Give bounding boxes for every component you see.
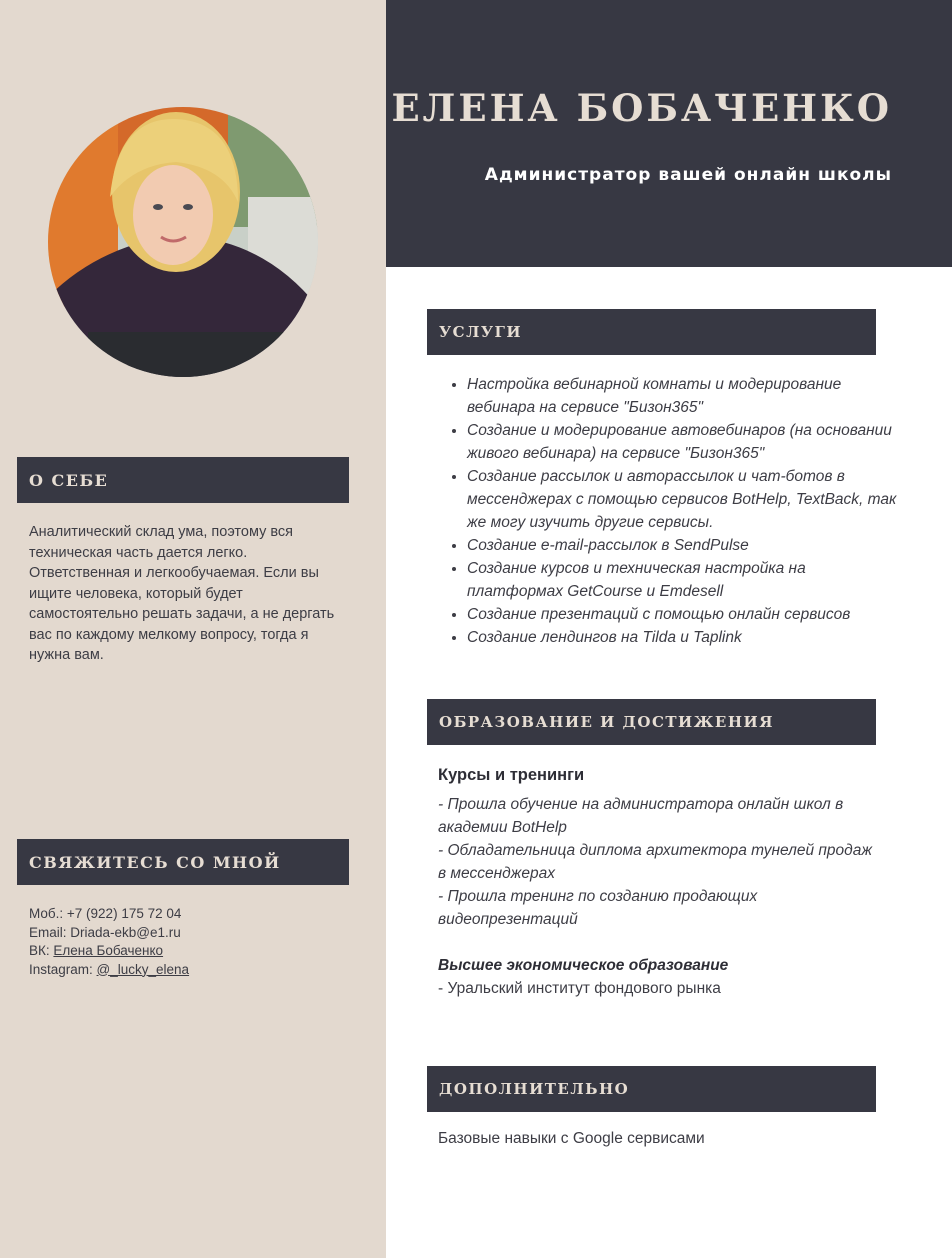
education-block xyxy=(438,764,878,1000)
services-list xyxy=(440,373,897,649)
contacts-section-header: СВЯЖИТЕСЬ СО МНОЙ xyxy=(17,839,349,885)
instagram-link[interactable]: @_lucky_elena xyxy=(96,961,190,977)
list-item: • Создание рассылок и авторассылок и чат-ботов в мессенджерах с помощью сервисов BotHelp, TextBack, так же могу изучить другие сервисы. xyxy=(467,465,897,534)
higher-education-item: - Уральский институт фондового рынка xyxy=(438,980,721,997)
list-item: • Создание и модерирование автовебинаров (на основании живого вебинара) на сервисе "Бизон365" xyxy=(467,419,897,465)
avatar xyxy=(48,107,318,377)
email-row xyxy=(29,924,359,943)
extra-text: Базовые навыки с Google сервисами xyxy=(438,1130,705,1147)
instagram-label: Instagram: xyxy=(29,961,93,977)
header-banner xyxy=(386,0,952,267)
list-item: • Создание курсов и техническая настройка на платформах GetCourse и Emdesell xyxy=(467,557,897,603)
list-item: • Создание презентаций с помощью онлайн сервисов xyxy=(467,603,897,626)
vk-link[interactable]: Елена Бобаченко xyxy=(53,943,164,958)
contacts-block xyxy=(29,905,359,979)
courses-heading: Курсы и тренинги xyxy=(438,766,585,784)
list-item: • Создание e-mail-рассылок в SendPulse xyxy=(467,534,897,557)
about-text: Аналитический склад ума, поэтому вся техническая часть дается легко. Ответственная и легкообучаемая. Если вы ищите человека, который будет самостоятельно решать задачи, а не дергать вас по каждому мелкому вопросу, тогда я нужна вам. xyxy=(29,524,335,663)
services-section-header: УСЛУГИ xyxy=(427,309,876,355)
vk-row xyxy=(29,942,359,961)
email-value: Driada-ekb@e1.ru xyxy=(70,924,181,940)
phone-row xyxy=(29,905,359,924)
person-role: Администратор вашей онлайн школы xyxy=(484,165,892,185)
portrait-photo xyxy=(48,107,318,377)
phone-value: +7 (922) 175 72 04 xyxy=(66,906,182,921)
person-name: ЕЛЕНА БОБАЧЕНКО xyxy=(391,86,892,130)
vk-label: ВК: xyxy=(29,943,50,958)
course-item: - Обладательница диплома архитектора тунелей продаж в мессенджерах xyxy=(438,842,872,882)
course-item: - Прошла тренинг по созданию продающих видеопрезентаций xyxy=(438,888,758,928)
phone-label: Моб.: xyxy=(29,906,64,921)
higher-education-heading: Высшее экономическое образование xyxy=(438,957,729,974)
list-item: • Настройка вебинарной комнаты и модерирование вебинара на сервисе "Бизон365" xyxy=(467,373,897,419)
instagram-row xyxy=(29,961,359,980)
list-item: • Создание лендингов на Tilda и Taplink xyxy=(467,626,897,649)
extra-section-header: ДОПОЛНИТЕЛЬНО xyxy=(427,1066,876,1112)
course-item: - Прошла обучение на администратора онлайн школ в академии BotHelp xyxy=(438,796,844,836)
about-section-header: О СЕБЕ xyxy=(17,457,349,503)
education-section-header: ОБРАЗОВАНИЕ И ДОСТИЖЕНИЯ xyxy=(427,699,876,745)
email-label: Email: xyxy=(29,924,67,940)
